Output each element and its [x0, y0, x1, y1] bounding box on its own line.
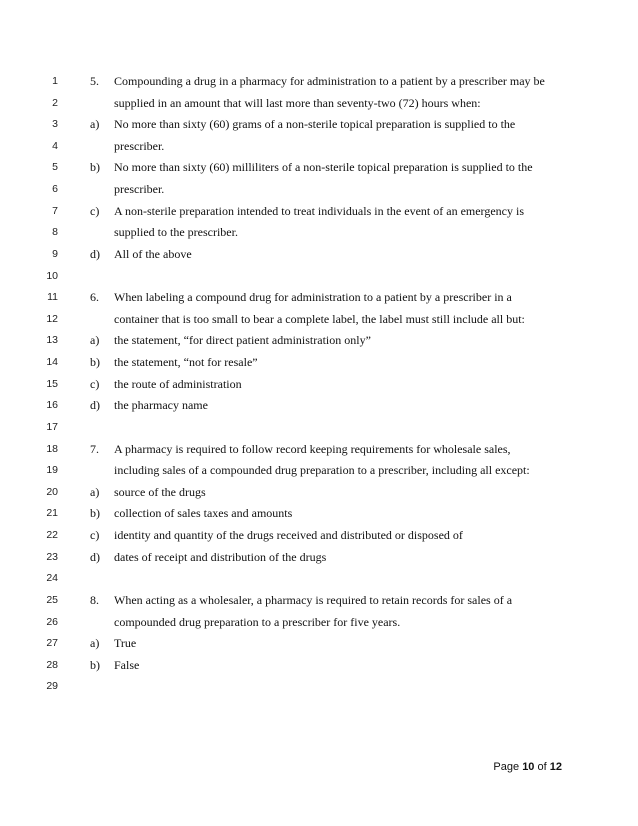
line-number: 21	[46, 507, 58, 520]
page-footer	[493, 761, 562, 773]
line-text: dates of receipt and distribution of the drugs	[114, 549, 327, 564]
document-line	[0, 310, 638, 332]
document-line	[0, 180, 638, 202]
line-text: the statement, “not for resale”	[114, 355, 258, 370]
question-number: 8.	[90, 592, 99, 607]
line-number: 15	[46, 377, 58, 390]
line-text: A non-sterile preparation intended to treat individuals in the event of an emergency is	[114, 203, 524, 218]
document-line	[0, 418, 638, 440]
line-number: 8	[52, 226, 58, 239]
line-number: 5	[52, 161, 58, 174]
document-line	[0, 223, 638, 245]
line-number: 24	[46, 572, 58, 585]
document-line	[0, 440, 638, 462]
of-word: of	[537, 761, 547, 773]
line-text: container that is too small to bear a complete label, the label must still include all but:	[114, 311, 525, 326]
line-text: No more than sixty (60) grams of a non-sterile topical preparation is supplied to the	[114, 117, 516, 132]
document-line	[0, 267, 638, 289]
answer-option-letter: b)	[90, 160, 100, 175]
line-text: False	[114, 657, 140, 672]
line-text: When labeling a compound drug for administration to a patient by a prescriber in a	[114, 290, 512, 305]
document-line	[0, 656, 638, 678]
line-text: the pharmacy name	[114, 398, 208, 413]
line-number: 16	[46, 399, 58, 412]
document-line	[0, 504, 638, 526]
line-number: 20	[46, 485, 58, 498]
line-number: 18	[46, 442, 58, 455]
document-line	[0, 591, 638, 613]
document-line	[0, 526, 638, 548]
line-text: identity and quantity of the drugs received and distributed or disposed of	[114, 528, 463, 543]
document-line	[0, 569, 638, 591]
line-number: 25	[46, 593, 58, 606]
document-line	[0, 158, 638, 180]
line-text: supplied to the prescriber.	[114, 225, 238, 240]
document-line	[0, 677, 638, 699]
line-number: 29	[46, 680, 58, 693]
line-number: 27	[46, 637, 58, 650]
answer-option-letter: c)	[90, 376, 100, 391]
line-text: collection of sales taxes and amounts	[114, 506, 293, 521]
document-line	[0, 396, 638, 418]
line-number: 6	[52, 183, 58, 196]
line-number: 7	[52, 204, 58, 217]
answer-option-letter: b)	[90, 355, 100, 370]
line-number: 10	[46, 269, 58, 282]
question-number: 5.	[90, 74, 99, 88]
answer-option-letter: b)	[90, 506, 100, 521]
answer-option-letter: a)	[90, 117, 100, 132]
document-line	[0, 72, 638, 94]
line-number: 13	[46, 334, 58, 347]
answer-option-letter: a)	[90, 484, 100, 499]
line-text: True	[114, 636, 137, 651]
answer-option-letter: a)	[90, 333, 100, 348]
document-line	[0, 331, 638, 353]
answer-option-letter: c)	[90, 203, 100, 218]
total-page-count: 12	[549, 761, 562, 773]
line-number: 12	[46, 312, 58, 325]
line-text: No more than sixty (60) milliliters of a non-sterile topical preparation is supplied to the	[114, 160, 533, 175]
line-number: 19	[46, 464, 58, 477]
line-text: the statement, “for direct patient administration only”	[114, 333, 371, 348]
page-word: Page	[493, 761, 520, 773]
line-text: prescriber.	[114, 182, 165, 197]
document-line	[0, 137, 638, 159]
line-number: 23	[46, 550, 58, 563]
line-text: including sales of a compounded drug preparation to a prescriber, including all except:	[114, 463, 530, 478]
answer-option-letter: a)	[90, 636, 100, 651]
line-number: 14	[46, 356, 58, 369]
line-text: the route of administration	[114, 376, 242, 391]
document-line	[0, 202, 638, 224]
answer-option-letter: d)	[90, 549, 100, 564]
line-text: All of the above	[114, 246, 192, 261]
document-line	[0, 353, 638, 375]
document-line	[0, 115, 638, 137]
line-text: compounded drug preparation to a prescriber for five years.	[114, 614, 401, 629]
line-number: 3	[52, 118, 58, 131]
answer-option-letter: d)	[90, 246, 100, 261]
line-number: 4	[52, 139, 58, 152]
line-number: 28	[46, 658, 58, 671]
document-line	[0, 375, 638, 397]
answer-option-letter: d)	[90, 398, 100, 413]
document-line	[0, 245, 638, 267]
line-number: 2	[52, 96, 58, 109]
line-number: 17	[46, 420, 58, 433]
line-text: supplied in an amount that will last more than seventy-two (72) hours when:	[114, 95, 481, 110]
question-number: 6.	[90, 290, 99, 305]
line-number: 11	[47, 291, 58, 304]
document-line	[0, 613, 638, 635]
line-text: source of the drugs	[114, 484, 206, 499]
line-number: 1	[52, 75, 58, 87]
document-line	[0, 548, 638, 570]
line-number: 26	[46, 615, 58, 628]
line-text: prescriber.	[114, 138, 165, 153]
document-line	[0, 483, 638, 505]
current-page-number: 10	[522, 761, 535, 773]
document-line	[0, 634, 638, 656]
line-text: A pharmacy is required to follow record keeping requirements for wholesale sales,	[114, 441, 511, 456]
line-number: 22	[46, 529, 58, 542]
line-text: Compounding a drug in a pharmacy for administration to a patient by a prescriber may be	[114, 74, 545, 88]
answer-option-letter: c)	[90, 528, 100, 543]
document-line	[0, 288, 638, 310]
document-line	[0, 461, 638, 483]
line-text: When acting as a wholesaler, a pharmacy is required to retain records for sales of a	[114, 592, 513, 607]
document-line	[0, 94, 638, 116]
answer-option-letter: b)	[90, 657, 100, 672]
question-number: 7.	[90, 441, 99, 456]
line-number: 9	[52, 247, 58, 260]
